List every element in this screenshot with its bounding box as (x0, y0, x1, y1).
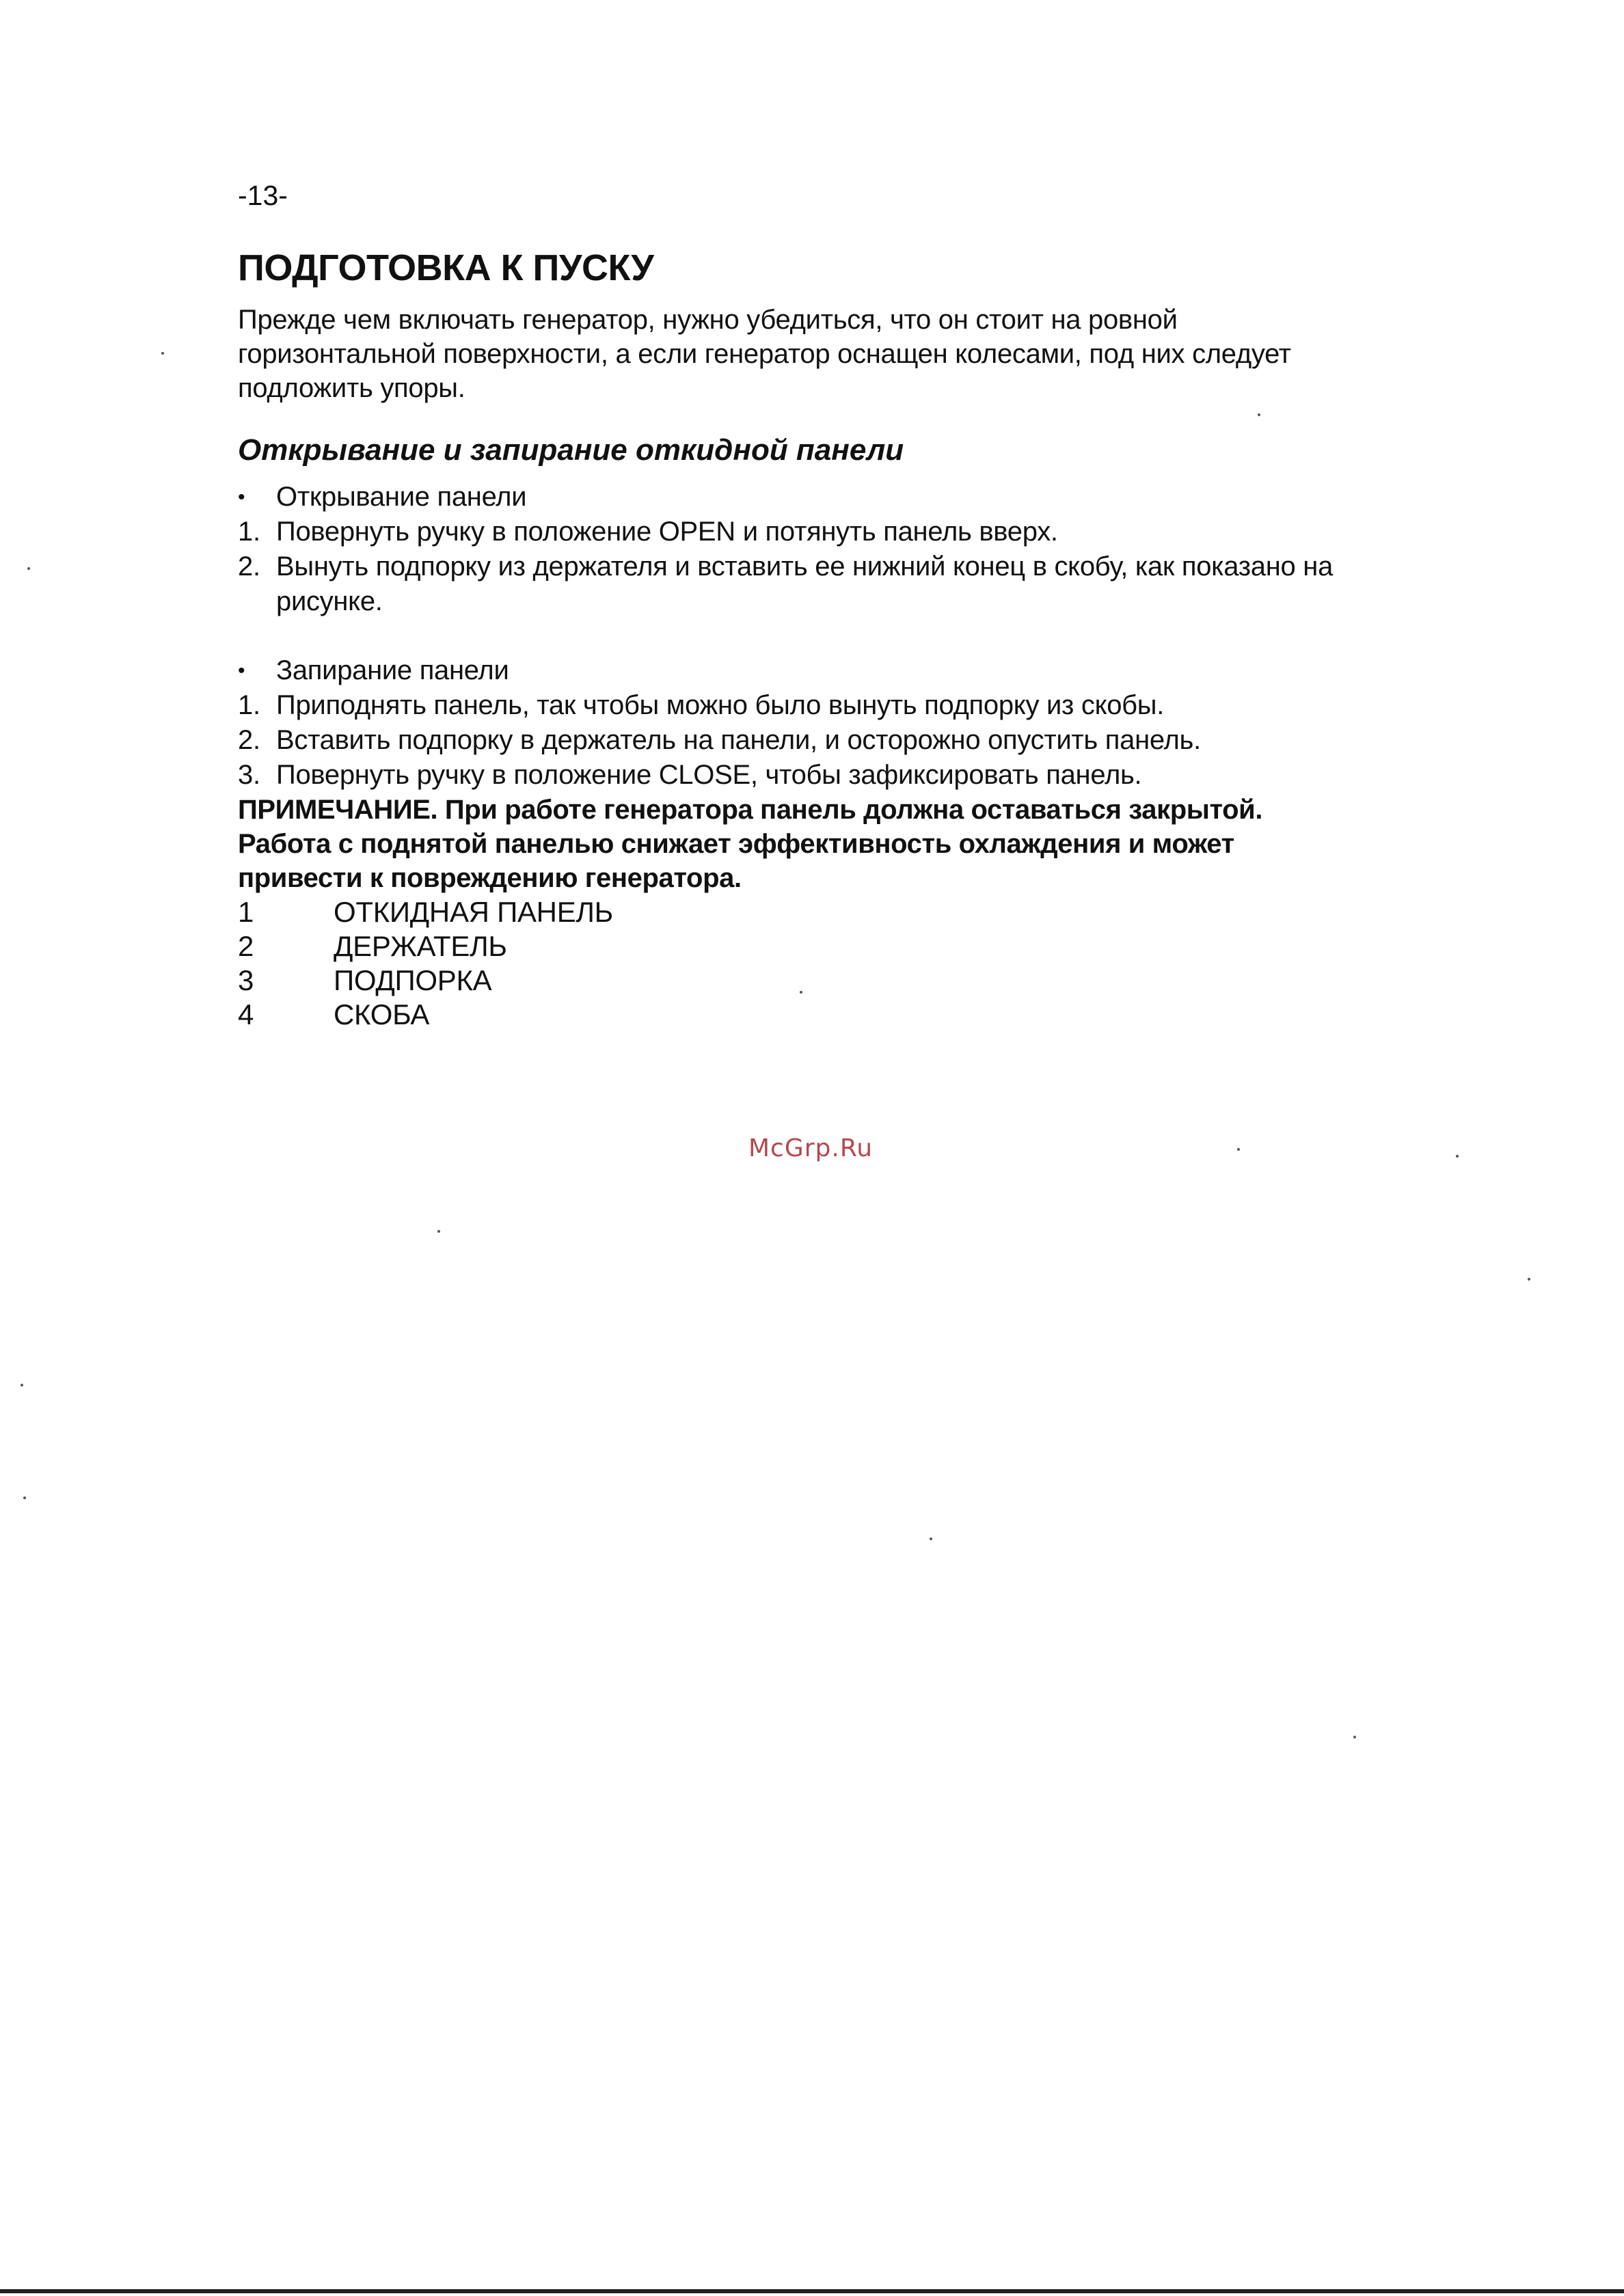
opening-title-row (238, 480, 1345, 515)
scan-speck (437, 1230, 440, 1233)
list-item (238, 688, 1345, 723)
legend-number: 2 (238, 930, 254, 963)
legend-number: 1 (238, 896, 254, 929)
legend-number: 3 (238, 964, 254, 997)
scan-speck (27, 567, 30, 570)
step-text: Приподнять панель, так чтобы можно было вынуть подпорку из скобы. (276, 690, 1165, 721)
page-number: -13- (238, 180, 288, 211)
list-item (238, 549, 1345, 619)
legend-item (238, 929, 1345, 964)
intro-paragraph: Прежде чем включать генератор, нужно убедиться, что он стоит на ровной горизонтальной поверхности, а если генератор оснащен колесами, под них следует подложить упоры. (238, 305, 1291, 404)
legend-label: ПОДПОРКА (334, 964, 492, 997)
list-item (238, 515, 1345, 549)
bullet-icon: • (238, 659, 245, 683)
legend-item (238, 964, 1345, 998)
note-paragraph: ПРИМЕЧАНИЕ. При работе генератора панель должна оставаться закрытой. Работа с поднятой панелью снижает эффективность охлаждения и может привести к повреждению генератора. (238, 795, 1263, 894)
step-number: 2. (238, 725, 260, 756)
scan-speck (1456, 1155, 1459, 1158)
scan-speck (1528, 1278, 1530, 1281)
step-number: 1. (238, 690, 260, 721)
step-number: 2. (238, 551, 260, 582)
step-text: Повернуть ручку в положение OPEN и потянуть панель вверх. (276, 517, 1058, 547)
page-content (238, 179, 1345, 1032)
list-item (238, 758, 1345, 793)
legend-label: ДЕРЖАТЕЛЬ (334, 930, 507, 963)
scan-speck (21, 1384, 23, 1386)
list-item (238, 723, 1345, 758)
opening-procedure (238, 480, 1345, 619)
step-text: Вынуть подпорку из держателя и вставить ее нижний конец в скобу, как показано на рисунке. (276, 551, 1334, 617)
step-number: 1. (238, 517, 260, 547)
scan-speck (161, 352, 164, 355)
scan-bottom-edge (0, 2289, 1624, 2293)
scan-speck (23, 1496, 26, 1499)
opening-title: Открывание панели (276, 482, 527, 512)
scan-speck (1353, 1736, 1356, 1738)
step-number: 3. (238, 760, 260, 791)
legend-label: ОТКИДНАЯ ПАНЕЛЬ (334, 896, 613, 929)
watermark-link[interactable]: McGrp.Ru (748, 1134, 874, 1162)
legend-label: СКОБА (334, 998, 430, 1031)
legend-item (238, 998, 1345, 1032)
scan-speck (1237, 1148, 1240, 1151)
closing-title: Запирание панели (276, 655, 509, 686)
figure-legend (238, 895, 1345, 1032)
subsection-heading: Открывание и запирание откидной панели (238, 433, 904, 467)
scan-speck (930, 1538, 932, 1540)
closing-title-row (238, 653, 1345, 688)
bullet-icon: • (238, 486, 245, 509)
spacer (238, 619, 1345, 653)
step-text: Повернуть ручку в положение CLOSE, чтобы зафиксировать панель. (276, 760, 1142, 791)
section-heading: ПОДГОТОВКА К ПУСКУ (238, 247, 654, 289)
closing-procedure (238, 653, 1345, 793)
scan-speck (1258, 413, 1260, 416)
legend-number: 4 (238, 998, 254, 1031)
scan-speck (800, 991, 802, 994)
step-text: Вставить подпорку в держатель на панели, и осторожно опустить панель. (276, 725, 1201, 756)
legend-item (238, 895, 1345, 929)
